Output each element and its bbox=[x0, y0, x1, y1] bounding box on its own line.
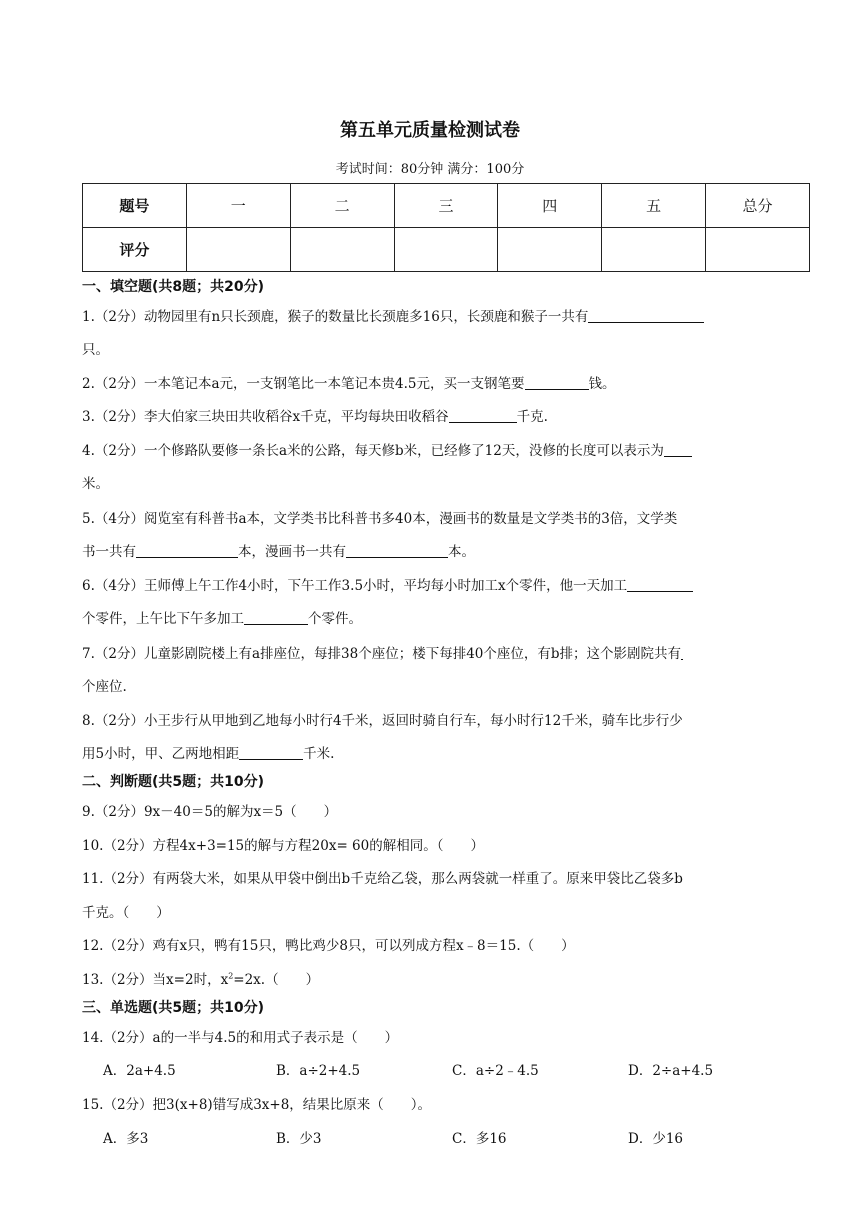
question-5: 5.（4分）阅览室有科普书a本，文学类书比科普书多40本，漫画书的数量是文学类书的3倍，文学类 bbox=[82, 511, 678, 527]
question-8: 8.（2分）小王步行从甲地到乙地每小时行4千米，返回时骑自行车，每小时行12千米，骑车比步行少 bbox=[82, 713, 683, 729]
header-cell-1: 一 bbox=[186, 184, 290, 228]
header-cell-3: 三 bbox=[394, 184, 498, 228]
question-6 bbox=[82, 574, 693, 594]
header-cell-question-no: 题号 bbox=[83, 184, 187, 228]
question-11-cont: 千克。（ ） bbox=[82, 905, 170, 921]
score-cell bbox=[394, 228, 498, 272]
option-d[interactable]: D．2÷a+4.5 bbox=[628, 1063, 714, 1079]
question-text: =2x.（ ） bbox=[233, 972, 320, 988]
question-text: 7.（2分）儿童影剧院楼上有a排座位，每排38个座位；楼下每排40个座位，有b排；这个影剧院共有 bbox=[82, 646, 682, 662]
answer-blank[interactable] bbox=[525, 375, 589, 390]
score-cell bbox=[186, 228, 290, 272]
question-text: 2.（2分）一本笔记本a元，一支钢笔比一本笔记本贵4.5元，买一支钢笔要 bbox=[82, 376, 525, 392]
option-c[interactable]: C．多16 bbox=[452, 1131, 507, 1147]
question-text: 13.（2分）当x=2时，x bbox=[82, 972, 229, 988]
answer-blank[interactable] bbox=[346, 543, 448, 558]
answer-blank[interactable] bbox=[664, 442, 692, 457]
question-text: 千米. bbox=[303, 746, 335, 762]
exam-info: 考试时间：80分钟 满分：100分 bbox=[335, 162, 525, 177]
answer-blank[interactable] bbox=[681, 645, 683, 660]
score-cell bbox=[290, 228, 394, 272]
question-1-cont: 只。 bbox=[82, 342, 109, 358]
question-text: 书一共有 bbox=[82, 544, 136, 560]
score-cell bbox=[602, 228, 706, 272]
option-a[interactable]: A．多3 bbox=[103, 1131, 149, 1147]
question-text: 1.（2分）动物园里有n只长颈鹿，猴子的数量比长颈鹿多16只，长颈鹿和猴子一共有 bbox=[82, 309, 589, 325]
header-cell-total: 总分 bbox=[706, 184, 810, 228]
option-c[interactable]: C．a÷2﹣4.5 bbox=[452, 1063, 539, 1079]
question-4 bbox=[82, 439, 692, 459]
question-text: 个零件。 bbox=[308, 611, 362, 627]
question-3 bbox=[82, 405, 548, 425]
question-text: 3.（2分）李大伯家三块田共收稻谷x千克，平均每块田收稻谷 bbox=[82, 409, 449, 425]
section-heading-fill-in: 一、填空题(共8题；共20分) bbox=[82, 279, 265, 295]
question-2 bbox=[82, 372, 616, 392]
question-7-cont: 个座位. bbox=[82, 679, 127, 695]
answer-blank[interactable] bbox=[239, 745, 303, 760]
header-cell-4: 四 bbox=[498, 184, 602, 228]
question-13 bbox=[82, 968, 319, 988]
question-12: 12.（2分）鸡有x只，鸭有15只，鸭比鸡少8只，可以列成方程x﹣8＝15.（ ） bbox=[82, 938, 575, 954]
exponent: 2 bbox=[228, 971, 234, 981]
page-title: 第五单元质量检测试卷 bbox=[340, 120, 520, 141]
question-5-cont bbox=[82, 540, 475, 560]
header-cell-2: 二 bbox=[290, 184, 394, 228]
question-7 bbox=[82, 642, 683, 662]
option-b[interactable]: B．少3 bbox=[276, 1131, 322, 1147]
question-10: 10.（2分）方程4x+3=15的解与方程20x= 60的解相同。（ ） bbox=[82, 838, 484, 854]
answer-blank[interactable] bbox=[627, 577, 693, 592]
answer-blank[interactable] bbox=[244, 610, 308, 625]
question-text: 用5小时，甲、乙两地相距 bbox=[82, 746, 240, 762]
answer-blank[interactable] bbox=[588, 308, 704, 323]
question-text: 个零件，上午比下午多加工 bbox=[82, 611, 244, 627]
score-table-header-row bbox=[83, 184, 810, 228]
question-text: 本。 bbox=[448, 544, 475, 560]
question-text: 钱。 bbox=[588, 376, 616, 392]
option-a[interactable]: A．2a+4.5 bbox=[103, 1063, 176, 1079]
header-cell-5: 五 bbox=[602, 184, 706, 228]
score-cell bbox=[706, 228, 810, 272]
option-d[interactable]: D．少16 bbox=[628, 1131, 684, 1147]
option-b[interactable]: B．a÷2+4.5 bbox=[276, 1063, 361, 1079]
section-heading-true-false: 二、判断题(共5题；共10分) bbox=[82, 774, 265, 790]
score-table bbox=[82, 183, 810, 272]
question-text: 千克. bbox=[516, 409, 548, 425]
answer-blank[interactable] bbox=[136, 543, 238, 558]
question-8-cont bbox=[82, 742, 334, 762]
question-15: 15.（2分）把3(x+8)错写成3x+8，结果比原来（ ）。 bbox=[82, 1097, 432, 1113]
question-11: 11.（2分）有两袋大米，如果从甲袋中倒出b千克给乙袋，那么两袋就一样重了。原来甲袋比乙袋多b bbox=[82, 871, 683, 887]
answer-blank[interactable] bbox=[449, 408, 517, 423]
question-1 bbox=[82, 305, 704, 325]
score-row-label: 评分 bbox=[83, 228, 187, 272]
score-cell bbox=[498, 228, 602, 272]
score-table-score-row bbox=[83, 228, 810, 272]
question-6-cont bbox=[82, 607, 362, 627]
question-9: 9.（2分）9x－40＝5的解为x＝5（ ） bbox=[82, 804, 338, 820]
question-text: 6.（4分）王师傅上午工作4小时，下午工作3.5小时，平均每小时加工x个零件，他一天加工 bbox=[82, 578, 628, 594]
section-heading-multiple-choice: 三、单选题(共5题；共10分) bbox=[82, 1000, 265, 1016]
question-14: 14.（2分）a的一半与4.5的和用式子表示是（ ） bbox=[82, 1030, 399, 1046]
question-text: 4.（2分）一个修路队要修一条长a米的公路，每天修b米，已经修了12天，没修的长度可以表示为 bbox=[82, 443, 664, 459]
question-text: 本，漫画书一共有 bbox=[238, 544, 346, 560]
question-4-cont: 米。 bbox=[82, 476, 109, 492]
